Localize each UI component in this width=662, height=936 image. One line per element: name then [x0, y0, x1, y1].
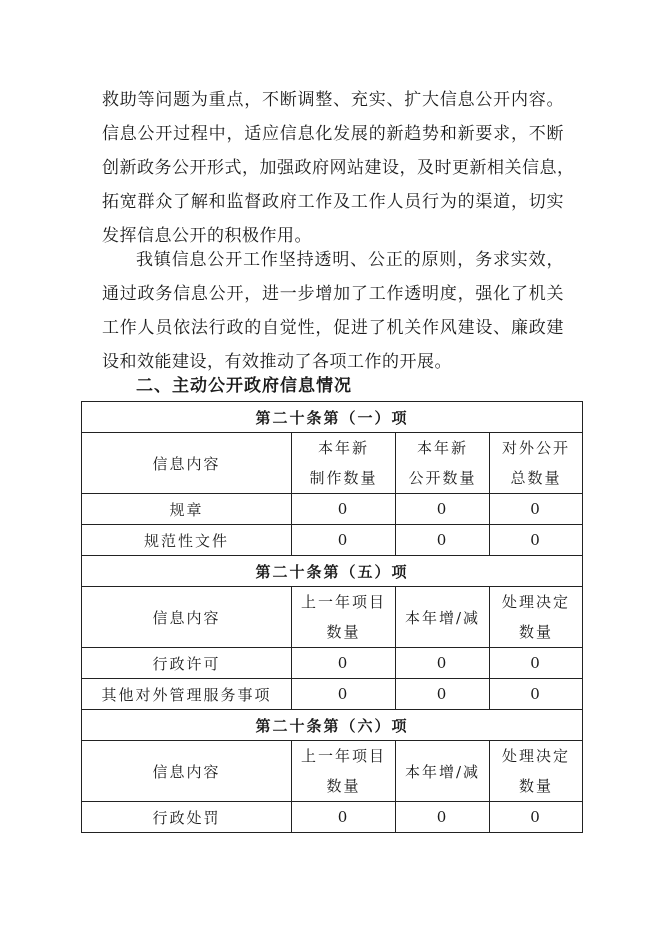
paragraph-line: 通过政务信息公开，进一步增加了工作透明度，强化了机关: [102, 284, 564, 304]
row-value: 0: [396, 648, 490, 679]
row-label: 其他对外管理服务事项: [82, 679, 292, 710]
row-value: 0: [490, 525, 583, 556]
paragraph-disclosure-principles: [102, 243, 564, 379]
header-line: 处理决定: [502, 593, 571, 611]
row-label: 规范性文件: [82, 525, 292, 556]
header-line: 本年新: [416, 439, 468, 457]
row-label: 规章: [82, 494, 292, 525]
row-value: 0: [396, 525, 490, 556]
row-value: 0: [490, 679, 583, 710]
row-value: 0: [292, 679, 396, 710]
header-line: 对外公开: [502, 439, 571, 457]
row-label: 行政许可: [82, 648, 292, 679]
header-line: 数量: [326, 777, 361, 795]
header-info-content: 信息内容: [82, 587, 292, 648]
paragraph-line: 发挥信息公开的积极作用。: [102, 226, 312, 246]
header-line: 上一年项目: [300, 747, 386, 765]
paragraph-line: 设和效能建设，有效推动了各项工作的开展。: [102, 352, 452, 372]
paragraph-disclosure-measures: [102, 83, 575, 253]
section-title-3: 第二十条第（六）项: [82, 710, 583, 741]
row-value: 0: [490, 494, 583, 525]
header-line: 制作数量: [309, 469, 378, 487]
row-value: 0: [396, 494, 490, 525]
table-row: [82, 802, 583, 833]
header-line: 数量: [519, 623, 554, 641]
paragraph-line: 信息公开过程中，适应信息化发展的新趋势和新要求，不断: [102, 124, 564, 144]
paragraph-line: 拓宽群众了解和监督政府工作及工作人员行为的渠道，切实: [102, 192, 564, 212]
table-row: [82, 679, 583, 710]
table-row: [82, 648, 583, 679]
section-title-1: 第二十条第（一）项: [82, 402, 583, 433]
header-line: 公开数量: [408, 469, 477, 487]
paragraph-line: 工作人员依法行政的自觉性，促进了机关作风建设、廉政建: [102, 318, 564, 338]
header-line: 数量: [519, 777, 554, 795]
row-value: 0: [490, 648, 583, 679]
row-value: 0: [396, 802, 490, 833]
section-title-2: 第二十条第（五）项: [82, 556, 583, 587]
table-row: [82, 525, 583, 556]
header-line: 处理决定: [502, 747, 571, 765]
row-value: 0: [292, 648, 396, 679]
header-line: 上一年项目: [300, 593, 386, 611]
header-line: 总数量: [510, 469, 562, 487]
header-line: 本年新: [317, 439, 369, 457]
row-value: 0: [292, 494, 396, 525]
header-decision-count: [490, 741, 583, 802]
section-heading: 二、主动公开政府信息情况: [136, 376, 352, 396]
row-label: 行政处罚: [82, 802, 292, 833]
header-decision-count: [490, 587, 583, 648]
row-value: 0: [396, 679, 490, 710]
row-value: 0: [292, 525, 396, 556]
header-line: 数量: [326, 623, 361, 641]
header-previous-year-count: [292, 587, 396, 648]
table-row: [82, 494, 583, 525]
header-new-published: [396, 433, 490, 494]
header-previous-year-count: [292, 741, 396, 802]
header-new-produced: [292, 433, 396, 494]
header-year-change: 本年增/减: [396, 587, 490, 648]
disclosure-table: [81, 401, 583, 833]
header-total-published: [490, 433, 583, 494]
row-value: 0: [490, 802, 583, 833]
header-year-change: 本年增/减: [396, 741, 490, 802]
header-info-content: 信息内容: [82, 433, 292, 494]
row-value: 0: [292, 802, 396, 833]
header-info-content: 信息内容: [82, 741, 292, 802]
paragraph-line: 救助等问题为重点，不断调整、充实、扩大信息公开内容。: [102, 90, 564, 110]
paragraph-line: 创新政务公开形式，加强政府网站建设，及时更新相关信息，: [102, 158, 575, 178]
paragraph-line: 我镇信息公开工作坚持透明、公正的原则，务求实效，: [136, 250, 564, 270]
